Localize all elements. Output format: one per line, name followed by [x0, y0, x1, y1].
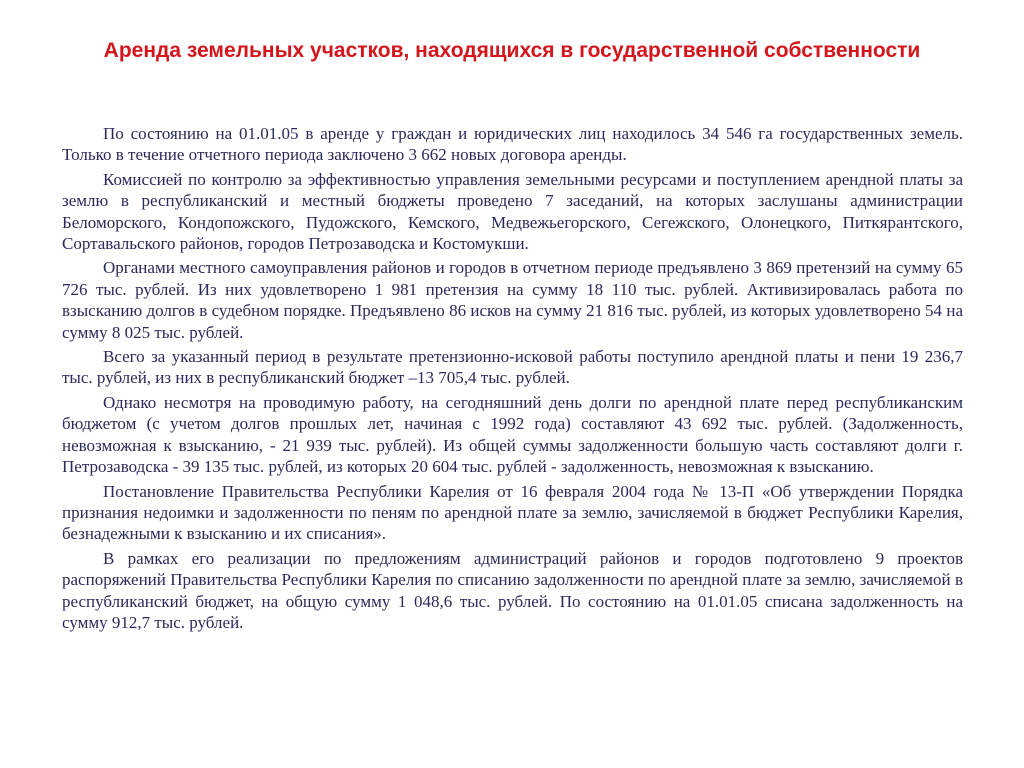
- paragraph-commission: Комиссией по контролю за эффективностью управления земельными ресурсами и поступлением арендной платы за землю в республиканский и местный бюджеты проведено 7 заседаний, на которых заслушаны администрации Беломорского, Кондопожского, Пудожского, Кемского, Медвежьегорского, Сегежского, Олонецкого, Питкярантского, Сортавальского районов, городов Петрозаводска и Костомукши.: [62, 169, 963, 254]
- slide-title: Аренда земельных участков, находящихся в государственной собственности: [103, 39, 921, 62]
- paragraph-claims: Органами местного самоуправления районов и городов в отчетном периоде предъявлено 3 869 претензий на сумму 65 726 тыс. рублей. Из них удовлетворено 1 981 претензия на сумму 18 110 тыс. рублей. Активизировалась работа по взысканию долгов в судебном порядке. Предъявлено 86 исков на сумму 21 816 тыс. рублей, из которых удовлетворено 54 на сумму 8 025 тыс. рублей.: [62, 258, 963, 342]
- paragraph-implementation: В рамках его реализации по предложениям администраций районов и городов подготовлено 9 проектов распоряжений Правительства Республики Карелия по списанию задолженности по арендной плате за землю, зачисляемой в республиканский бюджет, на общую сумму 1 048,6 тыс. рублей. По состоянию на 01.01.05 списана задолженность на сумму 912,7 тыс. рублей.: [62, 548, 963, 632]
- paragraph-lease-status: По состоянию на 01.01.05 в аренде у граждан и юридических лиц находилось 34 546 га государственных земель. Только в течение отчетного периода заключено 3 662 новых договора аренды.: [62, 124, 963, 165]
- slide-body: [62, 123, 963, 636]
- paragraph-resolution: Постановление Правительства Республики Карелия от 16 февраля 2004 года № 13-П «Об утверждении Порядка признания недоимки и задолженности по пеням по арендной плате за землю, зачисляемой в бюджет Республики Карелия, безнадежными к взысканию и их списания».: [62, 481, 963, 544]
- paragraph-debts: Однако несмотря на проводимую работу, на сегодняшний день долги по арендной плате перед республиканским бюджетом (с учетом долгов прошлых лет, начиная с 1992 года) составляют 43 692 тыс. рублей. (Задолженность, невозможная к взысканию, - 21 939 тыс. рублей). Из общей суммы задолженности большую часть составляют долги г. Петрозаводска - 39 135 тыс. рублей, из которых 20 604 тыс. рублей - задолженность, невозможная к взысканию.: [62, 392, 963, 477]
- paragraph-total-received: Всего за указанный период в результате претензионно-исковой работы поступило арендной платы и пени 19 236,7 тыс. рублей, из них в республиканский бюджет –13 705,4 тыс. рублей.: [62, 347, 963, 388]
